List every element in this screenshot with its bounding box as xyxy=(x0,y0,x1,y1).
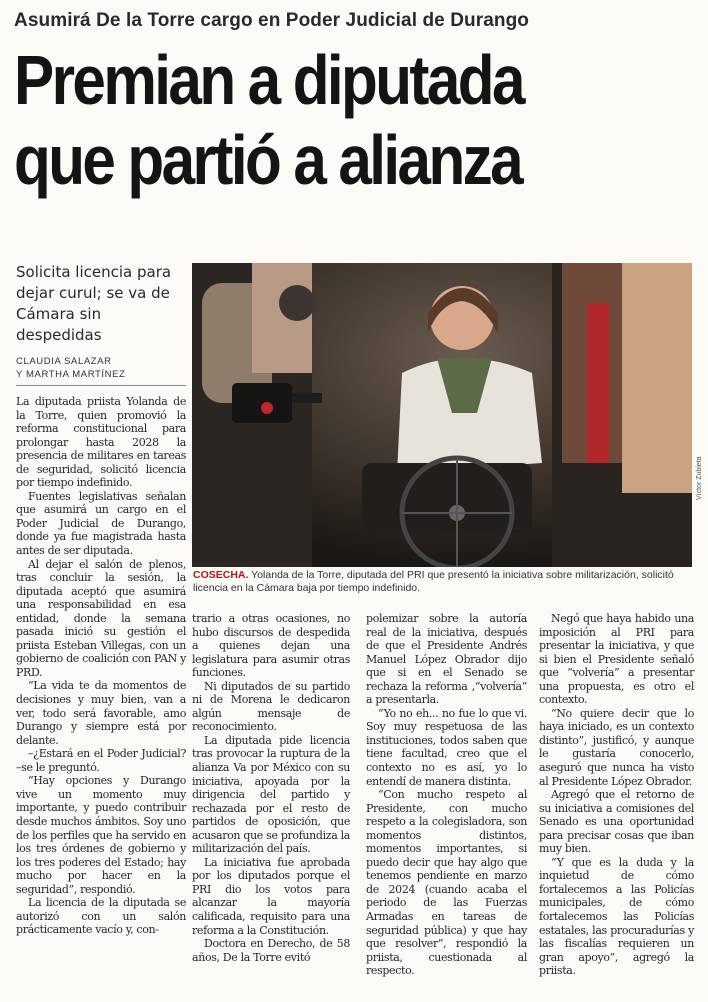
paragraph: Al dejar el salón de plenos, tras concluir la sesión, la diputada aceptó que asumirá una responsabilidad en esa entidad, donde la semana pasada inició su gestión el priista Esteban Villegas, con un gobierno de coalición con PAN y PRD. xyxy=(16,557,186,679)
paragraph: “No quiere decir que lo haya iniciado, es un contexto distinto”, justificó, y aunque le gustaría conocerlo, aseguró que nunca ha visto al Presidente López Obrador. xyxy=(539,706,694,788)
paragraph: “Yo no eh... no fue lo que vi. Soy muy respetuosa de las instituciones, todos saben que tiene facultad, creo que el contexto no es así, yo lo entendí de manera distinta. xyxy=(366,706,527,788)
byline-author-1: CLAUDIA SALAZAR xyxy=(16,356,112,367)
paragraph: “Hay opciones y Durango vive un momento muy importante, y puedo contribuir desde muchos ámbitos. Soy uno de los perfiles que ha servido en los tres órdenes de gobierno y los tres poderes del Estado; hay mucho por hacer en la seguridad”, respondió. xyxy=(16,774,186,896)
paragraph: “Con mucho respeto al Presidente, con mucho respeto a la colegisladora, son momentos distintos, momentos importantes, si puedo decir que hay algo que tenemos pendiente en marzo de 2024 (cuando acaba el periodo de las Fuerzas Armadas en tareas de seguridad pública) y que hay que resolver”, respondió la priista, cuestionada al respecto. xyxy=(366,788,527,978)
byline-author-2: Y MARTHA MARTÍNEZ xyxy=(16,369,126,380)
paragraph: “La vida te da momentos de decisiones y muy bien, van a ver, todo será favorable, amo Durango y siempre está por delante. xyxy=(16,679,186,747)
paragraph: “Y que es la duda y la inquietud de cómo fortalecemos a las Policías municipales, de cómo fortalecemos las Policías estatales, las procuradurías y las fiscalías requieren un gran apoyo”, agregó la priista. xyxy=(539,855,694,978)
article-column-4 xyxy=(539,612,694,978)
byline xyxy=(16,355,186,386)
photo-caption xyxy=(193,569,693,595)
paragraph: La diputada priista Yolanda de la Torre, quien promovió la reforma constitucional para prolongar hasta 2028 la presencia de militares en tareas de seguridad, solicitó licencia por tiempo indefinido. xyxy=(16,395,186,490)
paragraph: Doctora en Derecho, de 58 años, De la Torre evitó xyxy=(192,937,350,964)
paragraph: Fuentes legislativas señalan que asumirá un cargo en el Poder Judicial de Durango, donde ya fue magistrada hasta antes de ser diputada. xyxy=(16,489,186,558)
paragraph: La iniciativa fue aprobada por los diputados porque el PRI dio los votos para alcanzar la mayoría calificada, requisito para una reforma a la Constitución. xyxy=(192,855,350,937)
caption-text: Yolanda de la Torre, diputada del PRI que presentó la iniciativa sobre militarización, solicitó licencia en la Cámara baja por tiempo indefinido. xyxy=(193,569,674,594)
headline-line-1: Premian a diputada xyxy=(14,41,523,119)
headline xyxy=(14,40,607,200)
kicker: Asumirá De la Torre cargo en Poder Judicial de Durango xyxy=(14,10,530,31)
paragraph: –¿Estará en el Poder Judicial? –se le preguntó. xyxy=(16,747,186,774)
paragraph: polemizar sobre la autoría real de la iniciativa, después de que el Presidente Andrés Manuel López Obrador dijo que si en el Senado se rechaza la reforma ,“volvería” a presentarla. xyxy=(366,612,527,707)
headline-line-2: que partió a alianza xyxy=(14,121,522,199)
paragraph: trario a otras ocasiones, no hubo discursos de despedida a quienes dejan una legislatura para asumir otras funciones. xyxy=(192,612,350,680)
paragraph: La diputada pide licencia tras provocar la ruptura de la alianza Va por México con su iniciativa, apoyada por la dirigencia del partido y rechazada por el resto de partidos de oposición, que acusaron que se profundiza la militarización del país. xyxy=(192,733,350,856)
paragraph: Negó que haya habido una imposición al PRI para presentar la iniciativa, y que si bien el Presidente señaló que “volvería” a presentar una propuesta, es otro el contexto. xyxy=(539,612,694,707)
paragraph: Ni diputados de su partido ni de Morena le dedicaron algún mensaje de reconocimiento. xyxy=(192,679,350,734)
article-column-1 xyxy=(16,395,186,937)
photo-credit: Víctor Zubieta xyxy=(696,456,703,500)
subheadline: Solicita licencia para dejar curul; se va de Cámara sin despedidas xyxy=(16,263,172,344)
caption-label: COSECHA. xyxy=(193,569,249,581)
paragraph: Agregó que el retorno de su iniciativa a comisiones del Senado es una oportunidad para precisar cosas que iban muy bien. xyxy=(539,788,694,856)
news-photo xyxy=(192,263,692,567)
paragraph: La licencia de la diputada se autorizó con un salón prácticamente vacío y, con- xyxy=(16,896,186,937)
article-column-2 xyxy=(192,612,350,964)
photo-illustration xyxy=(192,263,692,567)
article-column-3 xyxy=(366,612,527,978)
